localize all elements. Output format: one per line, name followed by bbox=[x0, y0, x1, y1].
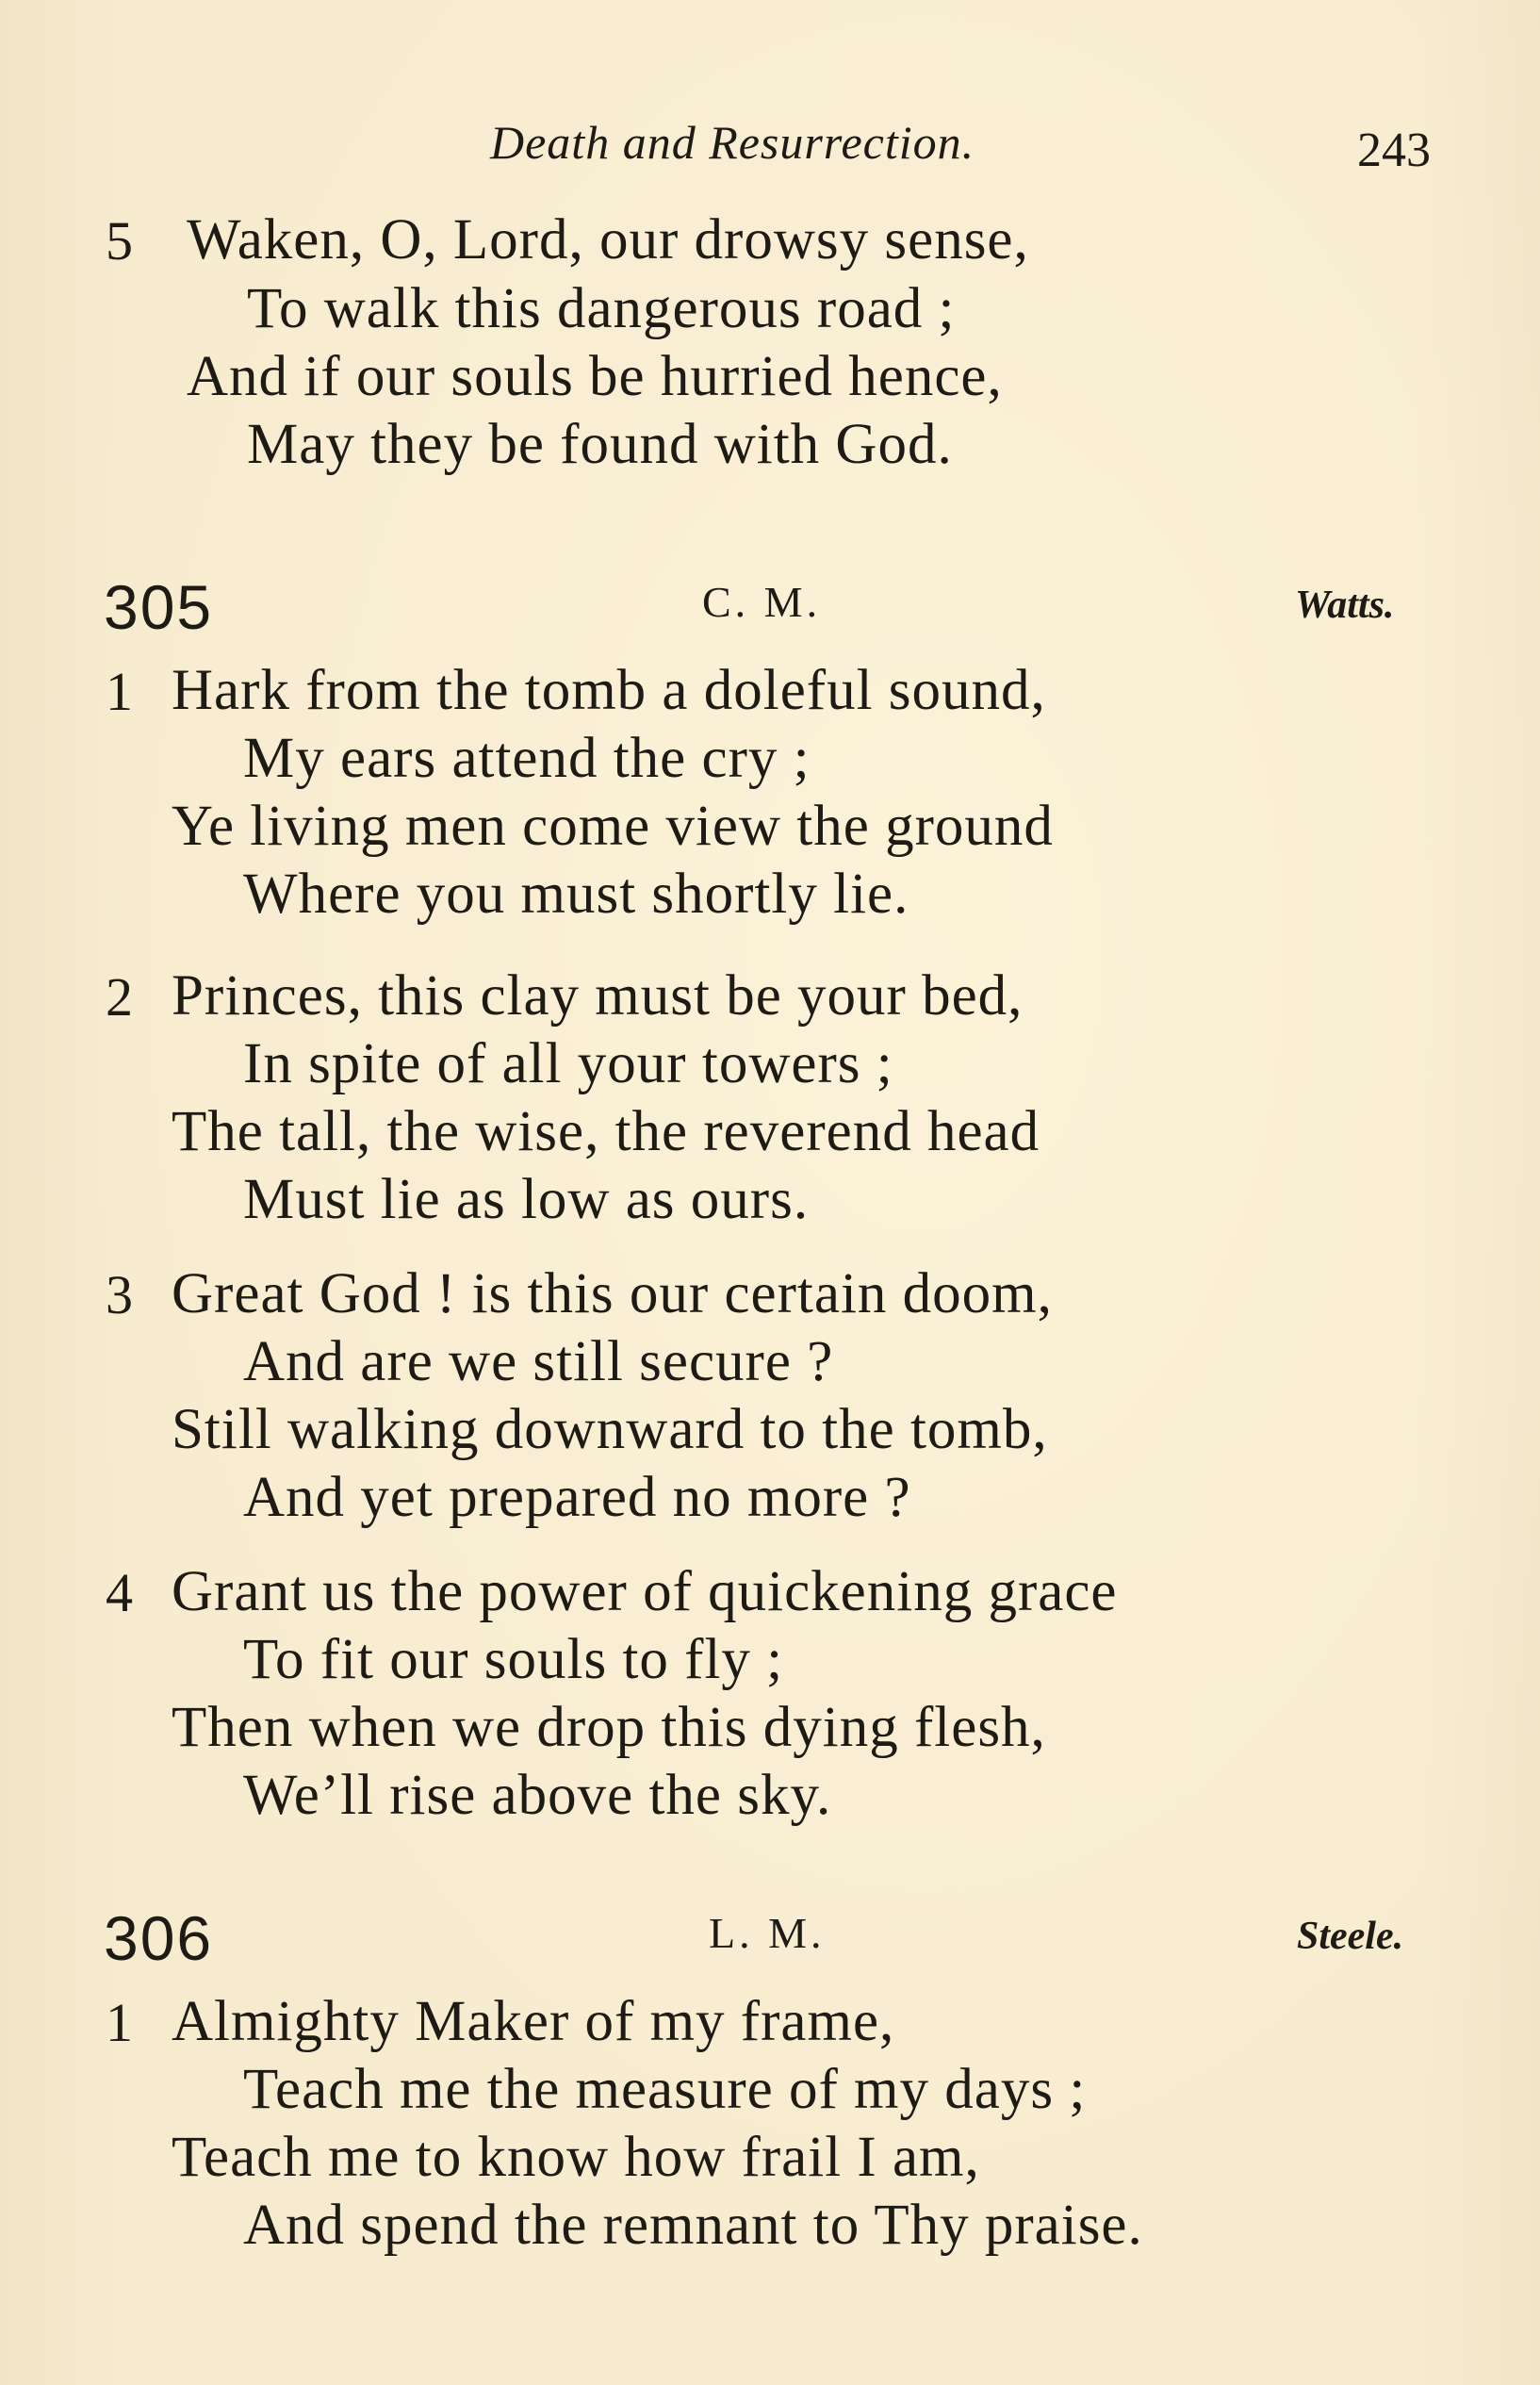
hymn-author: Watts. bbox=[1295, 584, 1395, 627]
verse-number: 4 bbox=[106, 1562, 133, 1623]
verse-line: Ye living men come view the ground bbox=[172, 795, 1054, 858]
hymn-meter: L. M. bbox=[709, 1909, 826, 1957]
verse-line: Teach me to know how frail I am, bbox=[172, 2126, 980, 2189]
running-title: Death and Resurrection. bbox=[490, 116, 975, 169]
verse-number: 5 bbox=[106, 210, 133, 271]
page-number: 243 bbox=[1357, 123, 1431, 177]
hymn-author: Steele. bbox=[1297, 1915, 1404, 1958]
hymn-meter: C. M. bbox=[702, 578, 822, 626]
verse-line: Still walking downward to the tomb, bbox=[172, 1398, 1048, 1461]
verse-line: Grant us the power of quickening grace bbox=[172, 1560, 1118, 1623]
verse-line: My ears attend the cry ; bbox=[243, 727, 811, 790]
verse-line: Then when we drop this dying flesh, bbox=[172, 1696, 1046, 1759]
verse-line: Princes, this clay must be your bed, bbox=[172, 964, 1024, 1028]
verse-line: And yet prepared no more ? bbox=[243, 1466, 911, 1529]
hymn-number: 306 bbox=[104, 1903, 214, 1973]
verse-line: Teach me the measure of my days ; bbox=[243, 2058, 1087, 2121]
verse-number: 3 bbox=[106, 1264, 133, 1325]
verse-number: 2 bbox=[106, 966, 133, 1028]
verse-line: The tall, the wise, the reverend head bbox=[172, 1100, 1040, 1163]
verse-line: Almighty Maker of my frame, bbox=[172, 1990, 895, 2053]
verse-line: To fit our souls to fly ; bbox=[243, 1628, 784, 1691]
verse-line: Great God ! is this our certain doom, bbox=[172, 1262, 1053, 1325]
verse-line: Hark from the tomb a doleful sound, bbox=[172, 659, 1046, 722]
verse-number: 1 bbox=[106, 661, 133, 722]
verse-line: To walk this dangerous road ; bbox=[247, 277, 956, 340]
hymn-number: 305 bbox=[104, 572, 214, 642]
verse-line: Waken, O, Lord, our drowsy sense, bbox=[187, 208, 1029, 271]
verse-line: Must lie as low as ours. bbox=[243, 1168, 810, 1231]
verse-line: Where you must shortly lie. bbox=[243, 863, 909, 926]
verse-line: May they be found with God. bbox=[247, 413, 953, 476]
verse-line: And spend the remnant to Thy praise. bbox=[243, 2194, 1143, 2257]
verse-number: 1 bbox=[106, 1992, 133, 2053]
page-header bbox=[0, 115, 1540, 181]
verse-line: We’ll rise above the sky. bbox=[243, 1764, 832, 1827]
verse-line: In spite of all your towers ; bbox=[243, 1032, 893, 1095]
verse-line: And are we still secure ? bbox=[243, 1330, 834, 1393]
verse-line: And if our souls be hurried hence, bbox=[187, 345, 1003, 408]
